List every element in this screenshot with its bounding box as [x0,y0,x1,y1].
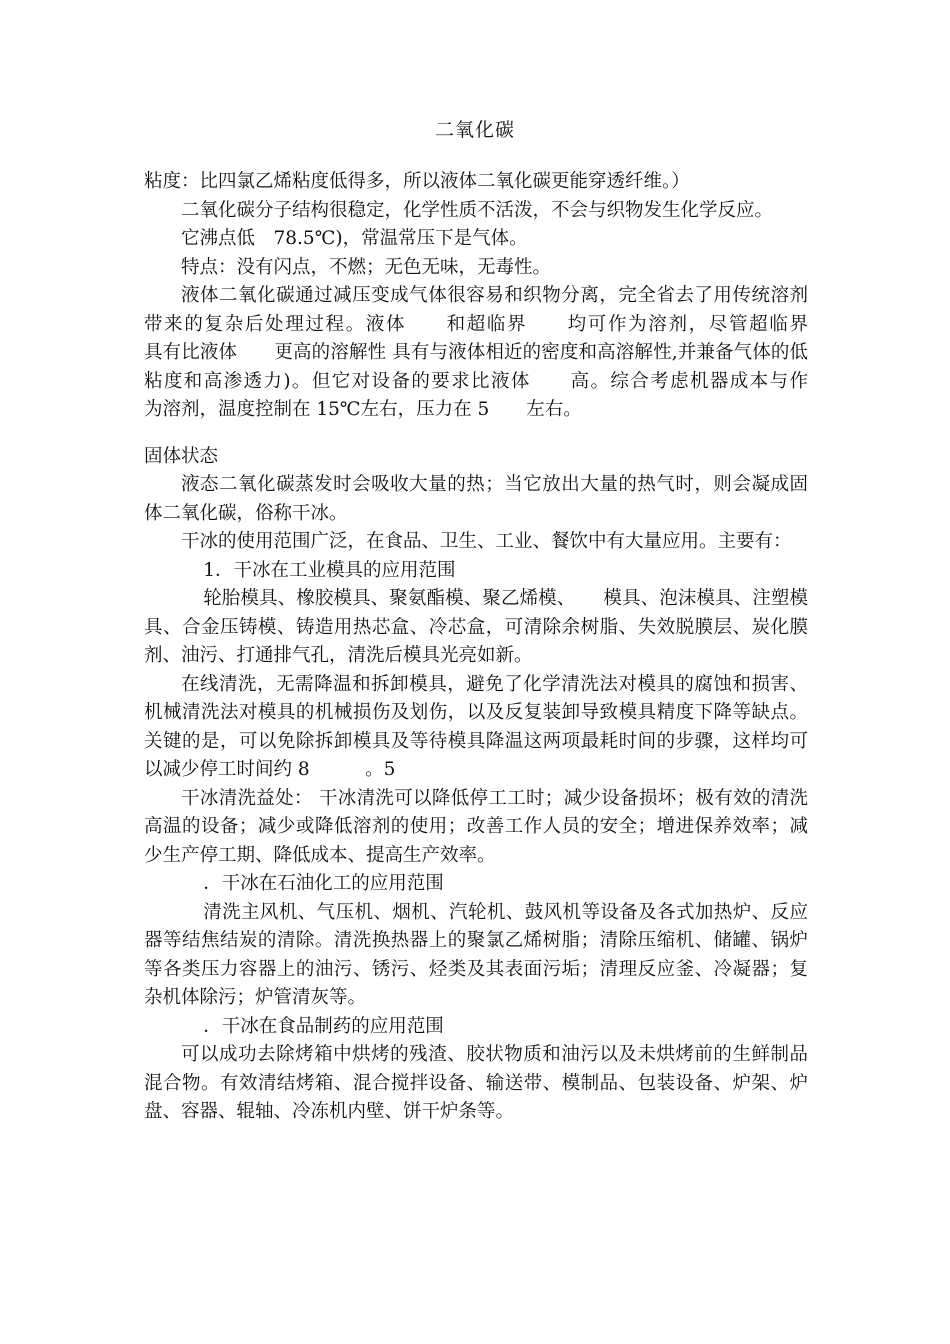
paragraph-dry-ice-uses: 干冰的使用范围广泛，在食品、卫生、工业、餐饮中有大量应用。主要有： [181,531,792,552]
paragraph-petrochemical-uses: 清洗主风机、气压机、烟机、汽轮机、鼓风机等设备及各式加热炉、反应器等结焦结炭的清除。清洗换热器上的聚氯乙烯树脂；清除压缩机、储罐、锅炉等各类压力容器上的油污、锈污、烃类及其表面污垢；清理反应釜、冷凝器；复杂机体除污；炉管清灰等。 [144,901,808,1008]
paragraph-boiling-point: 它沸点低 78.5℃)，常温常压下是气体。 [181,228,528,249]
section-heading-solid-state: 固体状态 [144,445,219,467]
list-heading-petrochemical: ．干冰在石油化工的应用范围 [203,873,444,894]
paragraph-liquid-co2: 液体二氧化碳通过减压变成气体很容易和织物分离，完全省去了用传统溶剂带来的复杂后处理过程。液体 和超临界 均可作为溶剂，尽管超临界 具有比液体 更高的溶解性 具有与液体相近的密度和高溶解性,并兼备气体的低粘度和高渗透力)。但它对设备的要求比液体 高。综合考虑机器成本与作 为溶剂，温度控制在 15℃左右，压力在 5 左右。 [144,285,846,420]
document-body [144,168,846,1127]
paragraph-mold-types: 轮胎模具、橡胶模具、聚氨酯模、聚乙烯模、 模具、泡沫模具、注塑模具、合金压铸模、铸造用热芯盒、冷芯盒，可清除余树脂、失效脱膜层、炭化膜剂、油污、打通排气孔，清洗后模具光亮如新。 [144,588,808,666]
document-title: 二氧化碳 [434,119,515,141]
paragraph-stability: 二氧化碳分子结构很稳定，化学性质不活泼，不会与织物发生化学反应。 [181,199,774,221]
paragraph-cleaning-benefits: 干冰清洗益处： 干冰清洗可以降低停工工时；减少设备损坏；极有效的清洗高温的设备；减少或降低溶剂的使用；改善工作人员的安全；增进保养效率；减少生产停工期、降低成本、提高生产效率。 [144,787,808,866]
list-heading-food-pharma: ．干冰在食品制药的应用范围 [203,1015,444,1037]
list-heading-industrial-molds: 1．干冰在工业模具的应用范围 [203,559,456,581]
paragraph-online-cleaning: 在线清洗，无需降温和拆卸模具，避免了化学清洗法对模具的腐蚀和损害、机械清洗法对模具的机械损伤及划伤，以及反复装卸导致模具精度下降等缺点。关键的是，可以免除拆卸模具及等待模具降温这两项最耗时间的步骤，这样均可以减少停工时间约 8 。5 [144,673,808,780]
paragraph-food-pharma-uses: 可以成功去除烤箱中烘烤的残渣、胶状物质和油污以及未烘烤前的生鲜制品混合物。有效清结烤箱、混合搅拌设备、输送带、模制品、包装设备、炉架、炉盘、容器、辊轴、冷冻机内壁、饼干炉条等。 [144,1044,808,1122]
paragraph-features: 特点：没有闪点，不燃；无色无味，无毒性。 [181,256,552,278]
paragraph-viscosity: 粘度：比四氯乙烯粘度低得多，所以液体二氧化碳更能穿透纤维。） [144,171,690,192]
paragraph-dry-ice-formation: 液态二氧化碳蒸发时会吸收大量的热；当它放出大量的热气时，则会凝成固体二氧化碳，俗称干冰。 [144,474,808,524]
